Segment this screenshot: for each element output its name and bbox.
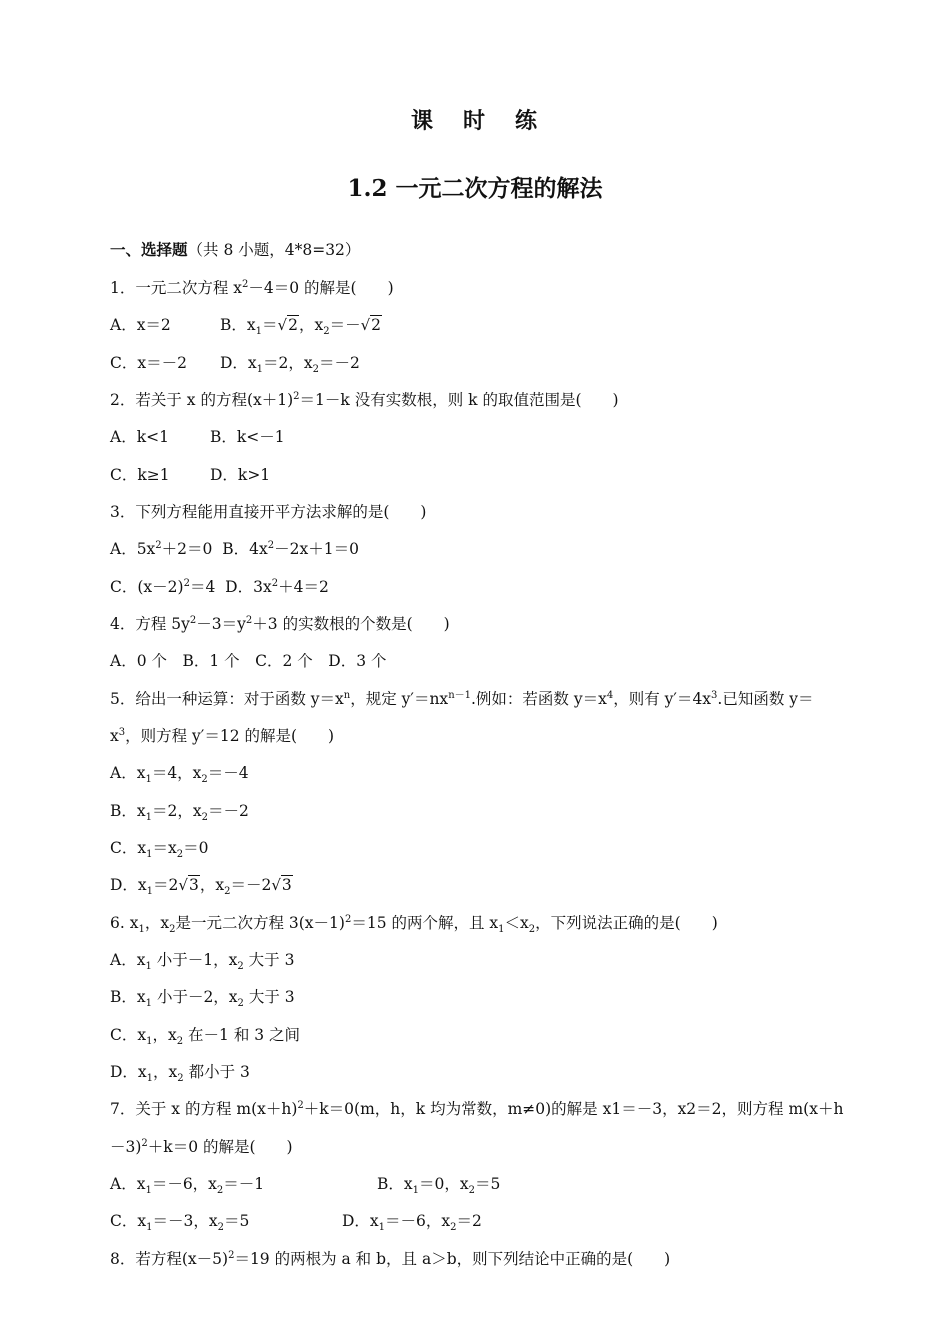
question-7-option-d: D．$x_1=-6$，$x_2=2$ [342, 1212, 482, 1234]
question-1-option-a: A．x＝2 [110, 316, 171, 334]
question-8-stem: 8．若方程$(x-5)^2=19$ 的两根为 a 和 b，且 a＞b，则下列结论中正确的是( ) [110, 1249, 671, 1268]
question-6-option-c: C．$x_1$，$x_2$ 在－1 和 3 之间 [110, 1026, 301, 1048]
question-6-stem: 6. $x_1$，$x_2$是一元二次方程 $3(x-1)^2=15$ 的两个解，且 $x_1<x_2$，下列说法正确的是( ) [110, 913, 718, 936]
question-4-stem: 4．方程 $5y^2-3=y^2+3$ 的实数根的个数是( ) [110, 614, 450, 633]
question-3-stem: 3．下列方程能用直接开平方法求解的是( ) [110, 503, 427, 521]
question-6-option-b: B．$x_1$ 小于－2，$x_2$ 大于 3 [110, 988, 295, 1010]
question-1-option-c: C．x＝－2 [110, 354, 187, 372]
question-1-option-d: D．$x_1=2$，$x_2=-2$ [220, 354, 360, 376]
question-7-stem-line-2: －3)$^2$＋k＝0 的解是( ) [110, 1137, 293, 1156]
sqrt-symbol: √2 [360, 316, 382, 334]
question-7-option-b: B．$x_1=0$，$x_2=5$ [377, 1175, 501, 1197]
question-2-option-d: D．k>1 [210, 466, 271, 484]
question-6-option-a: A．$x_1$ 小于－1，$x_2$ 大于 3 [110, 951, 295, 973]
question-2-option-b: B．k<－1 [210, 428, 285, 446]
question-7-stem-line-1: 7．关于 x 的方程 $m(x+h)^2+k=0(m$，h，k 均为常数，m≠0)的解是 x1＝－3，x2＝2，则方程 m(x＋h [110, 1099, 844, 1118]
question-1-option-b: B．$x_1=√2$，$x_2=-√2$ [220, 316, 382, 338]
question-7-option-c: C．$x_1=-3$，$x_2=5$ [110, 1212, 250, 1234]
question-5-option-b: B．$x_1=2$，$x_2=-2$ [110, 802, 249, 824]
question-4-options: A．0 个 B．1 个 C．2 个 D．3 个 [110, 652, 387, 670]
sqrt-symbol: √2 [277, 316, 298, 334]
sqrt-symbol: √3 [178, 876, 199, 894]
question-7-option-a: A．$x_1=-6$，$x_2=-1$ [110, 1175, 265, 1197]
question-2-option-c: C．k≥1 [110, 466, 170, 484]
question-5-option-a: A．$x_1=4$，$x_2=-4$ [110, 764, 249, 786]
question-3-options-cd: C．$(x-2)^2=4$ D．$3x^2+4=2$ [110, 577, 329, 596]
question-2-stem: 2．若关于 x 的方程$(x+1)^2=1-k$ 没有实数根，则 k 的取值范围是( ) [110, 390, 619, 409]
question-1-stem: 1．一元二次方程 $x^2-4=0$ 的解是( ) [110, 278, 394, 297]
page-title: 1.2 一元二次方程的解法 [347, 175, 603, 202]
sqrt-symbol: √3 [271, 876, 292, 894]
question-5-stem-line-2: $x^3$，则方程 y′＝12 的解是( ) [110, 726, 335, 745]
section-heading: 一、选择题（共 8 小题，4*8=32） [110, 240, 361, 259]
question-5-option-d: D．$x_1=2√3$，$x_2=-2√3$ [110, 876, 292, 898]
question-2-option-a: A．k<1 [110, 428, 169, 446]
question-5-stem-line-1: 5．给出一种运算：对于函数 $y=x^n$，规定 $y'=nx^{n-1}$.例如：若函数 $y=x^4$，则有 $y'=4x^3$.已知函数 y＝ [110, 689, 814, 708]
question-3-options-ab: A．$5x^2+2=0$ B．$4x^2-2x+1=0$ [110, 539, 359, 558]
question-6-option-d: D．$x_1$，$x_2$ 都小于 3 [110, 1063, 250, 1085]
question-5-option-c: C．$x_1=x_2=0$ [110, 839, 209, 861]
worksheet-header: 课 时 练 [410, 108, 540, 134]
